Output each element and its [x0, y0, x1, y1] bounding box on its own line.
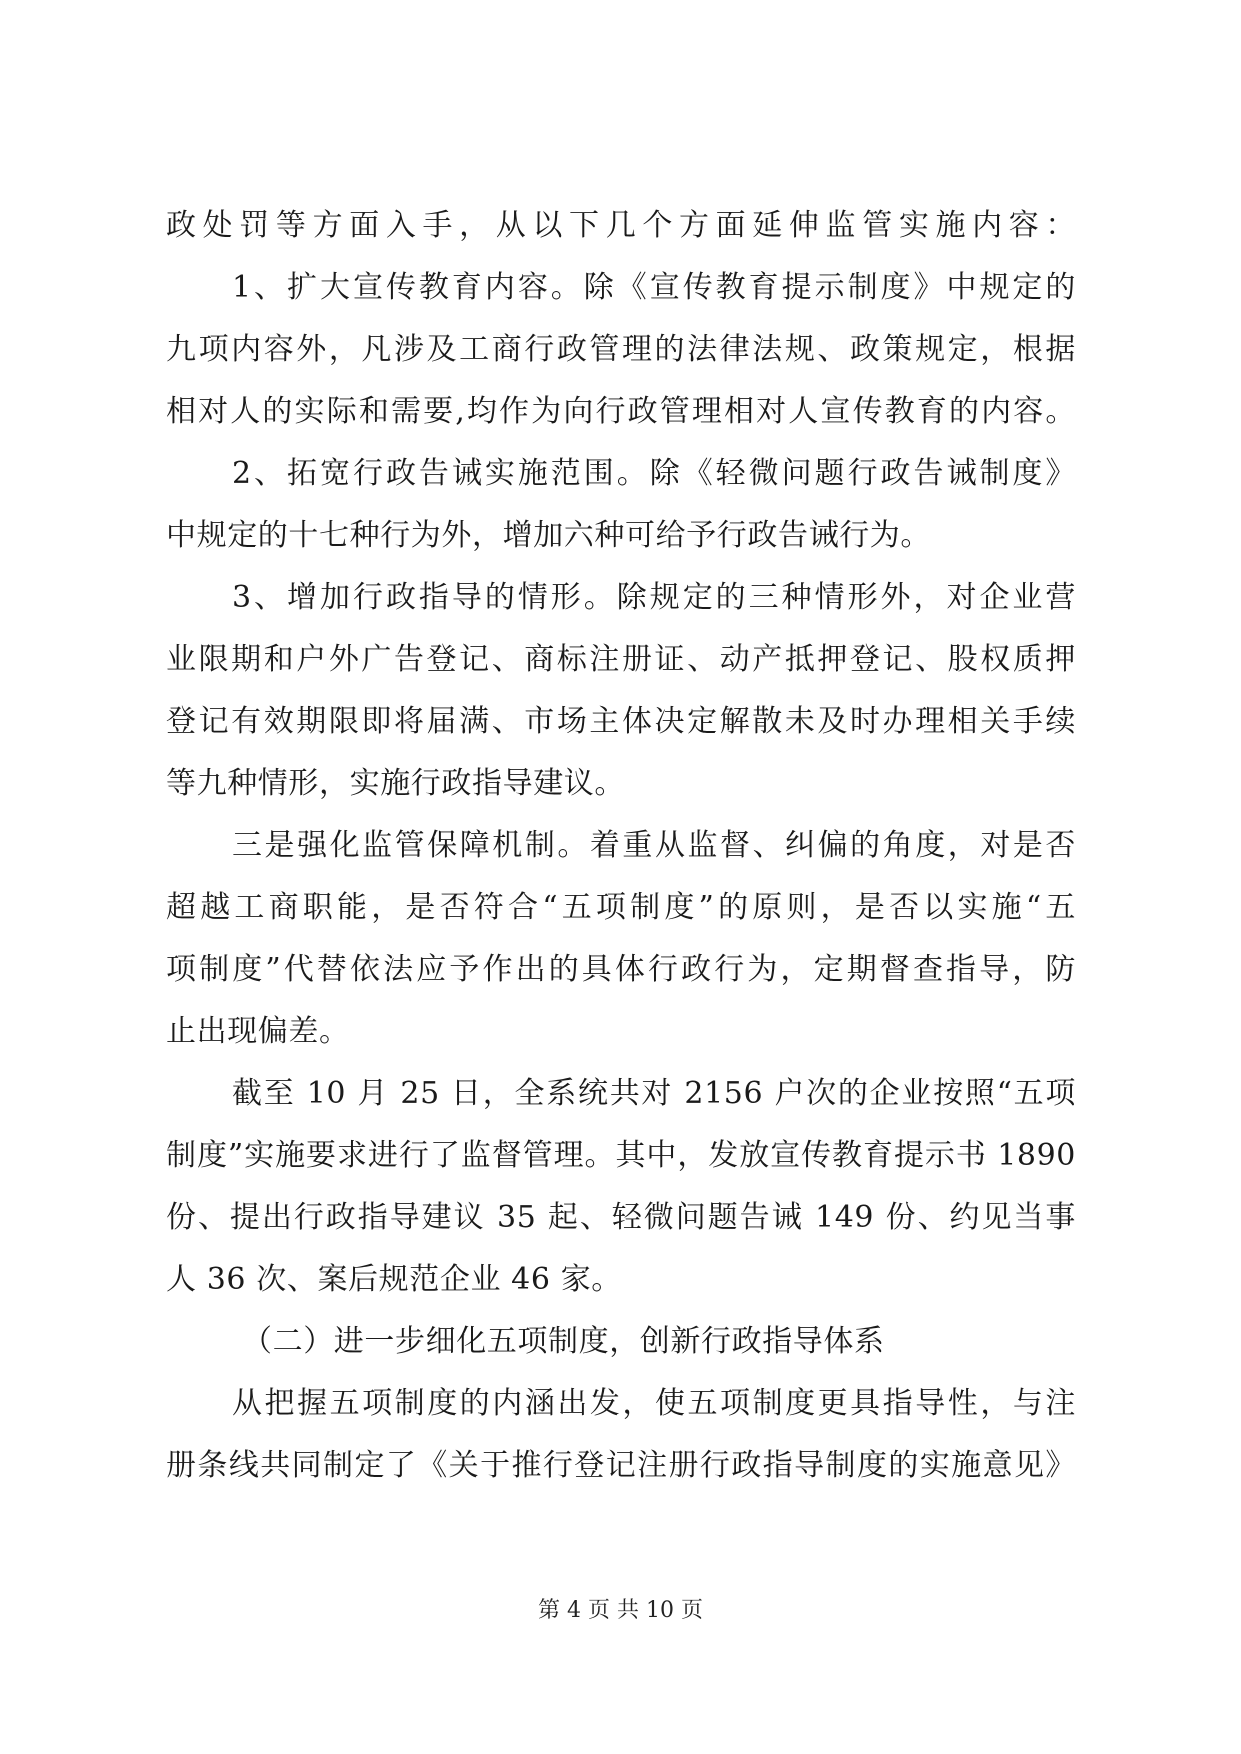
paragraph-line: 制度”实施要求进行了监督管理。其中，发放宣传教育提示书 1890 [166, 1138, 1076, 1173]
paragraph-line: 登记有效期限即将届满、市场主体决定解散未及时办理相关手续 [166, 704, 1076, 739]
page-number-footer: 第 4 页 共 10 页 [538, 1598, 703, 1623]
paragraph-line: 止出现偏差。 [166, 1014, 350, 1049]
paragraph-line: 业限期和户外广告登记、商标注册证、动产抵押登记、股权质押 [166, 642, 1076, 677]
section-heading: （二）进一步细化五项制度，创新行政指导体系 [242, 1324, 885, 1359]
paragraph-line: 九项内容外，凡涉及工商行政管理的法律法规、政策规定，根据 [166, 332, 1076, 367]
paragraph-line: 份、提出行政指导建议 35 起、轻微问题告诫 149 份、约见当事 [166, 1200, 1076, 1235]
paragraph-line: 1、扩大宣传教育内容。除《宣传教育提示制度》中规定的 [232, 270, 1076, 305]
paragraph-line: 3、增加行政指导的情形。除规定的三种情形外，对企业营 [232, 580, 1076, 615]
paragraph-line: 项制度”代替依法应予作出的具体行政行为，定期督查指导，防 [166, 952, 1076, 987]
paragraph-line: 相对人的实际和需要,均作为向行政管理相对人宣传教育的内容。 [166, 394, 1076, 429]
paragraph-line: 超越工商职能，是否符合“五项制度”的原则，是否以实施“五 [166, 890, 1076, 925]
paragraph-line: 政处罚等方面入手，从以下几个方面延伸监管实施内容： [166, 208, 1076, 243]
paragraph-line: 人 36 次、案后规范企业 46 家。 [166, 1262, 622, 1297]
paragraph-line: 等九种情形，实施行政指导建议。 [166, 766, 625, 801]
paragraph-line: 截至 10 月 25 日，全系统共对 2156 户次的企业按照“五项 [232, 1076, 1076, 1111]
paragraph-line: 三是强化监管保障机制。着重从监督、纠偏的角度，对是否 [232, 828, 1076, 863]
paragraph-line: 从把握五项制度的内涵出发，使五项制度更具指导性，与注 [232, 1386, 1076, 1421]
paragraph-line: 2、拓宽行政告诫实施范围。除《轻微问题行政告诫制度》 [232, 456, 1076, 491]
paragraph-line: 册条线共同制定了《关于推行登记注册行政指导制度的实施意见》 [166, 1448, 1076, 1483]
paragraph-line: 中规定的十七种行为外，增加六种可给予行政告诫行为。 [166, 518, 931, 553]
document-body [166, 195, 1076, 1497]
